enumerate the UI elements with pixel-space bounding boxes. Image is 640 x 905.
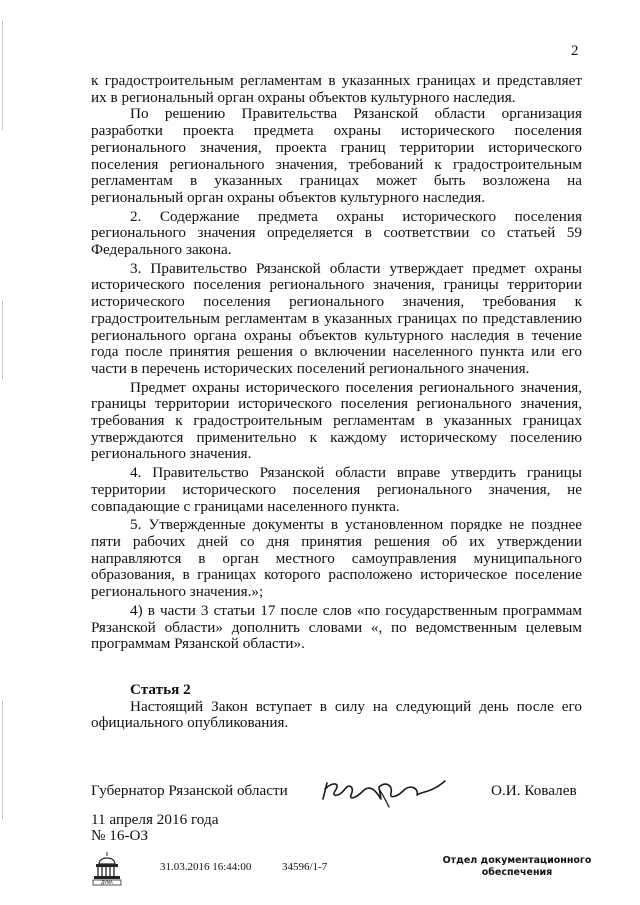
handwritten-signature xyxy=(319,773,459,809)
department-line-1: Отдел документационного xyxy=(442,855,592,866)
article-title: Статья 2 xyxy=(130,681,191,698)
body-text xyxy=(91,73,582,653)
paragraph-item-4: 4. Правительство Рязанской области вправе утвердить границы территории исторического поселения регионального значения, не совпадающие с границами населенного пункта. xyxy=(91,464,582,515)
signatory-position: Губернатор Рязанской области xyxy=(91,782,288,799)
paragraph-item-2: 2. Содержание предмета охраны исторического поселения регионального значения определяется в соответствии со статьей 59 Федерального закона. xyxy=(91,207,582,259)
svg-text:ДУМА: ДУМА xyxy=(101,880,113,885)
paragraph-amendment-4: 4) в части 3 статьи 17 после слов «по государственным программам Рязанской области» дополнить словами «, по ведомственным целевым программам Рязанской области». xyxy=(91,601,582,653)
article-2 xyxy=(91,682,582,732)
signatory-name: О.И. Ковалев xyxy=(491,782,577,799)
law-date: 11 апреля 2016 года xyxy=(91,811,219,828)
stamp-datetime: 31.03.2016 16:44:00 xyxy=(160,861,252,873)
article-text: Настоящий Закон вступает в силу на следующий день после его официального опубликования. xyxy=(91,697,582,732)
paragraph-approval: Предмет охраны исторического поселения регионального значения, границы территории исторического поселения регионального значения, требования к градостроительным регламентам в указанных границах утверждаются применительно к каждому историческому поселению регионального значения. xyxy=(91,378,582,463)
duma-emblem-icon xyxy=(92,850,122,886)
scan-margin-mark xyxy=(2,20,3,130)
paragraph-continuation: к градостроительным регламентам в указанных границах и представляет их в региональный орган охраны объектов культурного наследия. xyxy=(91,72,582,106)
law-number: № 16-ОЗ xyxy=(91,827,149,844)
page-number: 2 xyxy=(571,43,579,59)
scan-margin-mark xyxy=(2,700,3,820)
department-line-2: обеспечения xyxy=(481,867,553,878)
stamp-registration: 34596/1-7 xyxy=(282,861,328,873)
paragraph-government-decision: По решению Правительства Рязанской области организация разработки проекта предмета охраны исторического поселения регионального значения, проекта границ территории исторического поселения регионального значения, требований к градостроительным регламентам в указанных границах может быть возложена на региональный орган охраны объектов культурного наследия. xyxy=(91,105,582,206)
department-stamp xyxy=(442,855,592,879)
paragraph-item-5: 5. Утвержденные документы в установленном порядке не позднее пяти рабочих дней со дня принятия решения об их утверждении направляются в орган местного самоуправления муниципального образования, в границах которого расположено историческое поселение регионального значения.»; xyxy=(91,516,582,601)
scan-margin-mark xyxy=(2,300,3,380)
paragraph-item-3: 3. Правительство Рязанской области утверждает предмет охраны исторического поселения регионального значения, границы территории исторического поселения регионального значения, требования к градостроительным регламентам в указанных границах по представлению регионального органа охраны объектов культурного наследия в течение года после принятия решения о включении населенного пункта или его части в перечень исторических поселений регионального значения. xyxy=(91,259,582,377)
footer xyxy=(0,848,640,898)
